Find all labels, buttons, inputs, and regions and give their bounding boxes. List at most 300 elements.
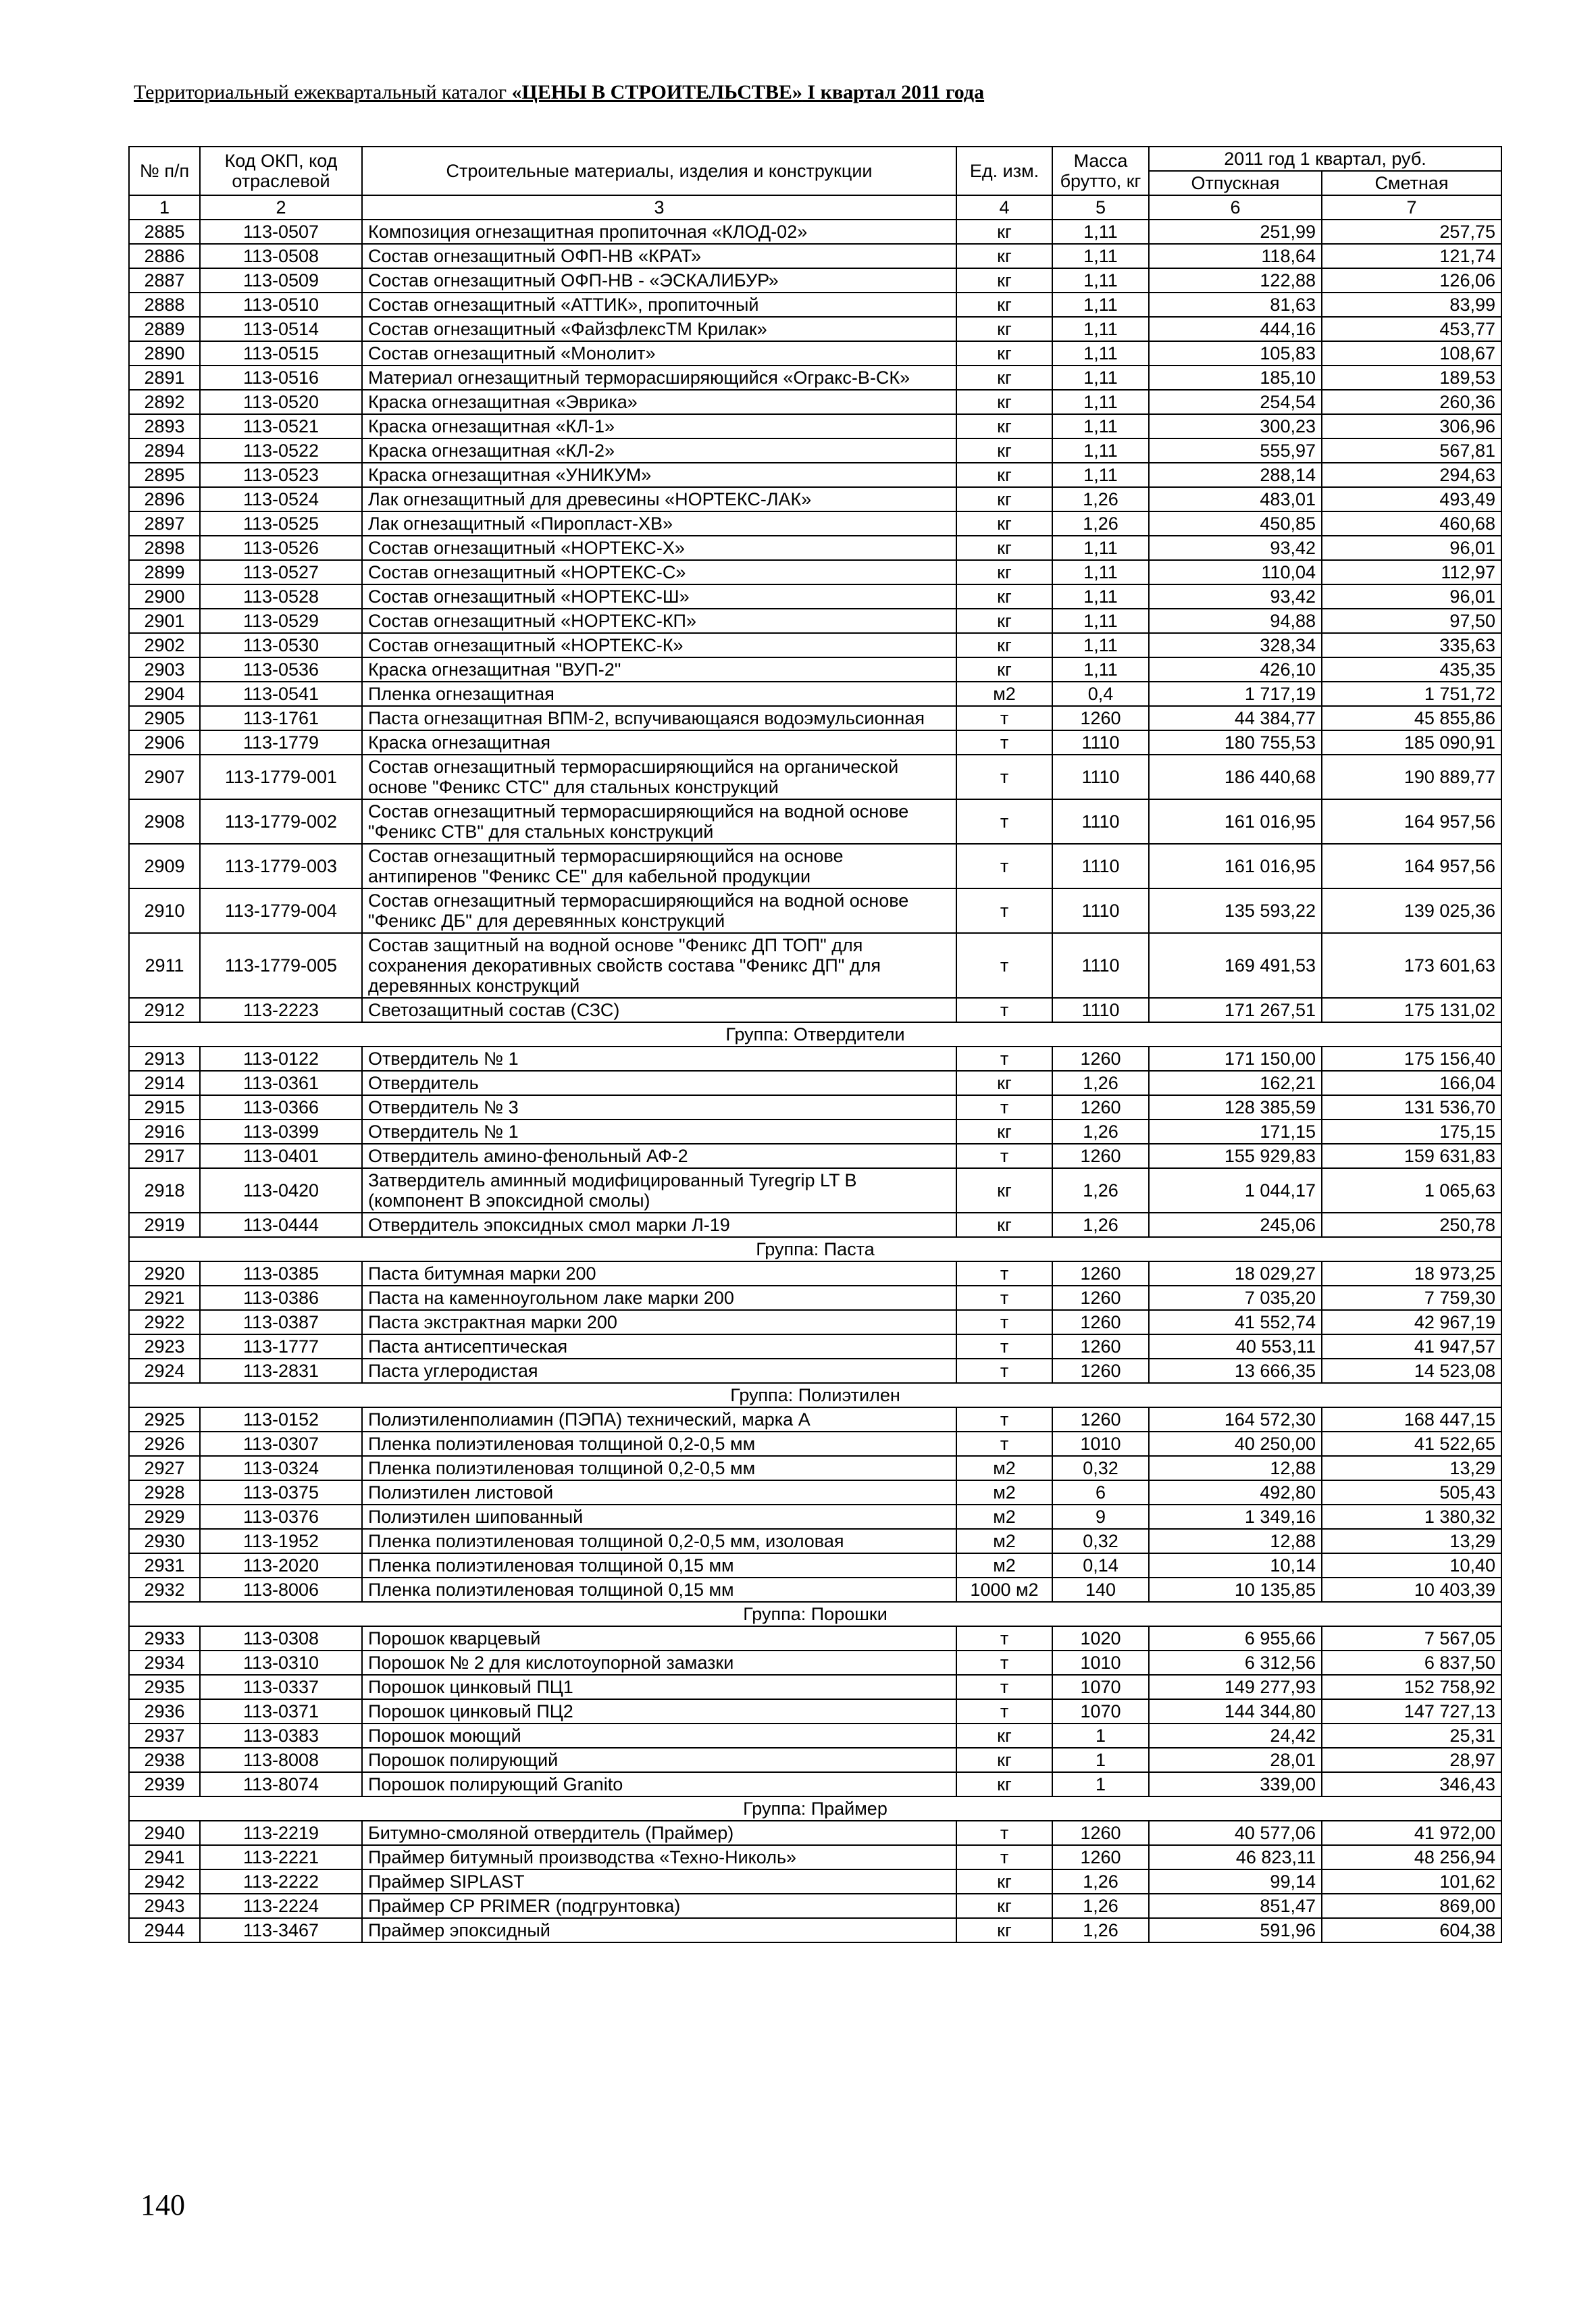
table-row [129,487,1501,511]
row-price-estimate: 869,00 [1322,1894,1501,1918]
row-name: Отвердитель эпоксидных смол марки Л-19 [362,1213,956,1237]
row-code: 113-0371 [200,1699,362,1724]
row-code: 113-0530 [200,633,362,657]
row-price-release: 185,10 [1149,366,1322,390]
row-price-release: 162,21 [1149,1071,1322,1095]
row-unit: кг [956,1071,1052,1095]
row-price-release: 128 385,59 [1149,1095,1322,1120]
row-price-release: 450,85 [1149,511,1322,536]
row-number: 2918 [129,1168,200,1213]
row-code: 113-0376 [200,1505,362,1529]
row-price-release: 180 755,53 [1149,730,1322,755]
row-price-release: 40 250,00 [1149,1432,1322,1456]
row-number: 2887 [129,268,200,293]
row-price-estimate: 257,75 [1322,220,1501,244]
table-row [129,657,1501,682]
row-code: 113-0524 [200,487,362,511]
row-number: 2923 [129,1334,200,1359]
row-unit: т [956,1699,1052,1724]
table-row [129,438,1501,463]
row-unit: кг [956,1918,1052,1942]
row-name: Праймер SIPLAST [362,1869,956,1894]
row-price-release: 46 823,11 [1149,1845,1322,1869]
row-price-estimate: 250,78 [1322,1213,1501,1237]
row-number: 2901 [129,609,200,633]
group-header-row [129,1602,1501,1626]
row-price-release: 251,99 [1149,220,1322,244]
row-price-estimate: 294,63 [1322,463,1501,487]
row-price-estimate: 13,29 [1322,1456,1501,1480]
row-price-release: 1 717,19 [1149,682,1322,706]
row-price-estimate: 346,43 [1322,1772,1501,1796]
row-price-estimate: 185 090,91 [1322,730,1501,755]
row-number: 2905 [129,706,200,730]
row-name: Состав огнезащитный «НОРТЕКС-КП» [362,609,956,633]
row-price-estimate: 260,36 [1322,390,1501,414]
row-price-estimate: 18 973,25 [1322,1261,1501,1286]
row-mass: 6 [1052,1480,1149,1505]
row-name: Пленка огнезащитная [362,682,956,706]
row-price-estimate: 505,43 [1322,1480,1501,1505]
row-name: Паста антисептическая [362,1334,956,1359]
row-code: 113-1779 [200,730,362,755]
table-row [129,1869,1501,1894]
row-price-estimate: 173 601,63 [1322,933,1501,998]
row-unit: т [956,1821,1052,1845]
row-code: 113-0361 [200,1071,362,1095]
table-row [129,706,1501,730]
row-mass: 1,26 [1052,1071,1149,1095]
row-number: 2926 [129,1432,200,1456]
row-unit: кг [956,1772,1052,1796]
row-number: 2896 [129,487,200,511]
table-row [129,1213,1501,1237]
row-name: Порошок цинковый ПЦ1 [362,1675,956,1699]
row-price-estimate: 175 156,40 [1322,1047,1501,1071]
row-price-estimate: 41 522,65 [1322,1432,1501,1456]
table-row [129,463,1501,487]
row-mass: 1,11 [1052,414,1149,438]
row-code: 113-0515 [200,341,362,366]
row-price-estimate: 48 256,94 [1322,1845,1501,1869]
row-name: Пленка полиэтиленовая толщиной 0,2-0,5 мм, изоловая [362,1529,956,1553]
row-unit: кг [956,293,1052,317]
row-price-release: 18 029,27 [1149,1261,1322,1286]
row-code: 113-2223 [200,998,362,1022]
row-price-estimate: 96,01 [1322,584,1501,609]
row-price-release: 40 553,11 [1149,1334,1322,1359]
row-price-estimate: 1 065,63 [1322,1168,1501,1213]
row-name: Состав огнезащитный «АТТИК», пропиточный [362,293,956,317]
row-mass: 1,11 [1052,317,1149,341]
row-mass: 1,11 [1052,463,1149,487]
row-name: Материал огнезащитный терморасширяющийся «Огракс-В-СК» [362,366,956,390]
row-code: 113-0386 [200,1286,362,1310]
table-row [129,888,1501,933]
table-row [129,1261,1501,1286]
row-unit: кг [956,268,1052,293]
row-unit: кг [956,609,1052,633]
row-number: 2939 [129,1772,200,1796]
row-code: 113-0509 [200,268,362,293]
group-title: Группа: Паста [129,1237,1501,1261]
group-title: Группа: Полиэтилен [129,1383,1501,1407]
row-mass: 1,11 [1052,341,1149,366]
row-price-estimate: 189,53 [1322,366,1501,390]
table-row [129,1772,1501,1796]
row-code: 113-1779-002 [200,799,362,844]
row-number: 2893 [129,414,200,438]
group-header-row [129,1237,1501,1261]
row-code: 113-0529 [200,609,362,633]
group-title: Группа: Отвердители [129,1022,1501,1047]
row-price-release: 81,63 [1149,293,1322,317]
row-code: 113-0366 [200,1095,362,1120]
table-body [129,220,1501,1942]
row-code: 113-1952 [200,1529,362,1553]
row-price-release: 426,10 [1149,657,1322,682]
row-name: Пленка полиэтиленовая толщиной 0,2-0,5 мм [362,1432,956,1456]
row-mass: 1260 [1052,1334,1149,1359]
table-row [129,220,1501,244]
column-number: 3 [362,195,956,220]
row-price-estimate: 1 751,72 [1322,682,1501,706]
table-row [129,730,1501,755]
row-mass: 0,4 [1052,682,1149,706]
row-name: Состав огнезащитный «НОРТЕКС-К» [362,633,956,657]
row-price-estimate: 7 759,30 [1322,1286,1501,1310]
row-mass: 1110 [1052,888,1149,933]
row-code: 113-0420 [200,1168,362,1213]
row-mass: 0,32 [1052,1456,1149,1480]
row-price-release: 41 552,74 [1149,1310,1322,1334]
row-name: Паста экстрактная марки 200 [362,1310,956,1334]
row-code: 113-2219 [200,1821,362,1845]
row-price-release: 171 267,51 [1149,998,1322,1022]
row-name: Краска огнезащитная «УНИКУМ» [362,463,956,487]
row-unit: кг [956,1724,1052,1748]
row-mass: 1,11 [1052,560,1149,584]
row-mass: 1010 [1052,1432,1149,1456]
row-name: Отвердитель № 3 [362,1095,956,1120]
row-mass: 1110 [1052,933,1149,998]
row-number: 2927 [129,1456,200,1480]
row-price-release: 164 572,30 [1149,1407,1322,1432]
row-name: Краска огнезащитная [362,730,956,755]
row-name: Праймер эпоксидный [362,1918,956,1942]
table-row [129,1845,1501,1869]
row-number: 2935 [129,1675,200,1699]
row-price-release: 149 277,93 [1149,1675,1322,1699]
row-code: 113-0514 [200,317,362,341]
page-number: 140 [140,2188,185,2221]
row-code: 113-0444 [200,1213,362,1237]
column-number: 6 [1149,195,1322,220]
table-row [129,1626,1501,1651]
row-mass: 1070 [1052,1675,1149,1699]
table-row [129,584,1501,609]
row-name: Порошок полирующий Granito [362,1772,956,1796]
row-number: 2937 [129,1724,200,1748]
row-code: 113-0401 [200,1144,362,1168]
table-row [129,1578,1501,1602]
row-price-release: 6 312,56 [1149,1651,1322,1675]
row-name: Состав огнезащитный «Монолит» [362,341,956,366]
row-name: Краска огнезащитная «Эврика» [362,390,956,414]
row-mass: 1,26 [1052,1918,1149,1942]
row-mass: 140 [1052,1578,1149,1602]
row-code: 113-0152 [200,1407,362,1432]
row-price-estimate: 83,99 [1322,293,1501,317]
row-code: 113-2831 [200,1359,362,1383]
row-mass: 1,26 [1052,1213,1149,1237]
row-unit: т [956,706,1052,730]
row-unit: кг [956,1168,1052,1213]
row-name: Состав защитный на водной основе "Феникс ДП ТОП" для сохранения декоративных свойств состава "Феникс ДП" для деревянных конструкций [362,933,956,998]
row-price-estimate: 13,29 [1322,1529,1501,1553]
row-price-release: 6 955,66 [1149,1626,1322,1651]
row-price-estimate: 96,01 [1322,536,1501,560]
row-unit: кг [956,366,1052,390]
row-code: 113-0541 [200,682,362,706]
row-unit: кг [956,1894,1052,1918]
row-price-estimate: 45 855,86 [1322,706,1501,730]
row-unit: т [956,755,1052,799]
row-code: 113-1779-004 [200,888,362,933]
row-code: 113-0536 [200,657,362,682]
row-price-release: 245,06 [1149,1213,1322,1237]
row-price-estimate: 139 025,36 [1322,888,1501,933]
row-number: 2920 [129,1261,200,1286]
table-row [129,1675,1501,1699]
header-num: № п/п [129,147,200,195]
column-number-row [129,195,1501,220]
row-price-release: 13 666,35 [1149,1359,1322,1383]
row-unit: м2 [956,1456,1052,1480]
row-unit: кг [956,414,1052,438]
row-number: 2895 [129,463,200,487]
row-unit: кг [956,536,1052,560]
row-price-estimate: 164 957,56 [1322,844,1501,888]
table-row [129,633,1501,657]
row-name: Порошок полирующий [362,1748,956,1772]
row-price-release: 169 491,53 [1149,933,1322,998]
table-row [129,390,1501,414]
row-unit: т [956,730,1052,755]
row-mass: 1,11 [1052,366,1149,390]
row-number: 2931 [129,1553,200,1578]
row-unit: м2 [956,682,1052,706]
row-unit: т [956,1261,1052,1286]
row-name: Состав огнезащитный ОФП-НВ - «ЭСКАЛИБУР» [362,268,956,293]
row-code: 113-0399 [200,1120,362,1144]
row-mass: 1110 [1052,730,1149,755]
table-row [129,536,1501,560]
row-number: 2886 [129,244,200,268]
table-row [129,268,1501,293]
row-code: 113-0310 [200,1651,362,1675]
row-price-release: 300,23 [1149,414,1322,438]
row-price-release: 7 035,20 [1149,1286,1322,1310]
row-unit: т [956,1144,1052,1168]
row-price-release: 10 135,85 [1149,1578,1322,1602]
row-price-release: 12,88 [1149,1456,1322,1480]
row-number: 2925 [129,1407,200,1432]
row-number: 2904 [129,682,200,706]
row-mass: 1,26 [1052,511,1149,536]
row-name: Пленка полиэтиленовая толщиной 0,15 мм [362,1553,956,1578]
row-name: Пленка полиэтиленовая толщиной 0,15 мм [362,1578,956,1602]
row-number: 2924 [129,1359,200,1383]
row-number: 2933 [129,1626,200,1651]
row-price-estimate: 121,74 [1322,244,1501,268]
row-name: Состав огнезащитный «НОРТЕКС-Ш» [362,584,956,609]
table-row [129,293,1501,317]
row-mass: 1,26 [1052,1869,1149,1894]
row-price-release: 93,42 [1149,584,1322,609]
table-row [129,1432,1501,1456]
row-price-estimate: 604,38 [1322,1918,1501,1942]
row-unit: кг [956,560,1052,584]
row-name: Состав огнезащитный терморасширяющийся на органической основе "Феникс СТС" для стальных конструкций [362,755,956,799]
row-mass: 1,11 [1052,268,1149,293]
row-unit: т [956,998,1052,1022]
row-code: 113-0508 [200,244,362,268]
row-mass: 1,11 [1052,633,1149,657]
row-number: 2929 [129,1505,200,1529]
row-mass: 1260 [1052,1407,1149,1432]
header-unit: Ед. изм. [956,147,1052,195]
row-price-release: 135 593,22 [1149,888,1322,933]
row-mass: 1,26 [1052,487,1149,511]
group-header-row [129,1383,1501,1407]
header-period: I квартал 2011 года [802,81,985,103]
row-price-release: 444,16 [1149,317,1322,341]
row-code: 113-0337 [200,1675,362,1699]
row-price-release: 99,14 [1149,1869,1322,1894]
group-title: Группа: Порошки [129,1602,1501,1626]
row-unit: м2 [956,1505,1052,1529]
table-row [129,1359,1501,1383]
group-header-row [129,1796,1501,1821]
row-mass: 1260 [1052,1845,1149,1869]
row-unit: т [956,1334,1052,1359]
row-unit: 1000 м2 [956,1578,1052,1602]
row-number: 2908 [129,799,200,844]
row-price-estimate: 6 837,50 [1322,1651,1501,1675]
row-price-release: 171 150,00 [1149,1047,1322,1071]
table-row [129,844,1501,888]
row-name: Композиция огнезащитная пропиточная «КЛОД-02» [362,220,956,244]
row-price-release: 44 384,77 [1149,706,1322,730]
page-header [134,81,1106,104]
row-price-release: 328,34 [1149,633,1322,657]
row-name: Порошок № 2 для кислотоупорной замазки [362,1651,956,1675]
row-name: Порошок моющий [362,1724,956,1748]
row-price-release: 483,01 [1149,487,1322,511]
row-price-estimate: 25,31 [1322,1724,1501,1748]
row-unit: кг [956,1748,1052,1772]
row-unit: кг [956,341,1052,366]
row-price-estimate: 159 631,83 [1322,1144,1501,1168]
row-name: Отвердитель № 1 [362,1047,956,1071]
row-number: 2928 [129,1480,200,1505]
row-mass: 0,32 [1052,1529,1149,1553]
row-price-estimate: 493,49 [1322,487,1501,511]
table-row [129,998,1501,1022]
table-row [129,1651,1501,1675]
row-unit: т [956,1432,1052,1456]
row-unit: т [956,933,1052,998]
row-price-estimate: 7 567,05 [1322,1626,1501,1651]
row-mass: 1260 [1052,1144,1149,1168]
row-number: 2909 [129,844,200,888]
row-price-release: 186 440,68 [1149,755,1322,799]
row-number: 2943 [129,1894,200,1918]
row-price-estimate: 152 758,92 [1322,1675,1501,1699]
row-unit: т [956,1359,1052,1383]
header-prefix: Территориальный ежеквартальный каталог [134,81,512,103]
row-mass: 1260 [1052,1821,1149,1845]
row-number: 2911 [129,933,200,998]
row-name: Состав огнезащитный «НОРТЕКС-С» [362,560,956,584]
row-number: 2938 [129,1748,200,1772]
row-mass: 1,11 [1052,536,1149,560]
row-name: Пленка полиэтиленовая толщиной 0,2-0,5 мм [362,1456,956,1480]
row-mass: 1260 [1052,1047,1149,1071]
row-price-release: 1 044,17 [1149,1168,1322,1213]
table-row [129,1120,1501,1144]
row-price-estimate: 10,40 [1322,1553,1501,1578]
row-name: Лак огнезащитный «Пиропласт-ХВ» [362,511,956,536]
row-mass: 1,26 [1052,1120,1149,1144]
row-price-estimate: 28,97 [1322,1748,1501,1772]
row-price-estimate: 335,63 [1322,633,1501,657]
row-price-release: 93,42 [1149,536,1322,560]
row-name: Порошок кварцевый [362,1626,956,1651]
row-price-estimate: 175 131,02 [1322,998,1501,1022]
row-price-estimate: 41 947,57 [1322,1334,1501,1359]
row-unit: кг [956,657,1052,682]
row-code: 113-0516 [200,366,362,390]
row-code: 113-3467 [200,1918,362,1942]
row-unit: кг [956,317,1052,341]
row-code: 113-0510 [200,293,362,317]
row-code: 113-2222 [200,1869,362,1894]
row-mass: 1260 [1052,1359,1149,1383]
row-number: 2902 [129,633,200,657]
row-price-release: 254,54 [1149,390,1322,414]
row-price-estimate: 14 523,08 [1322,1359,1501,1383]
column-number: 5 [1052,195,1149,220]
row-price-release: 851,47 [1149,1894,1322,1918]
row-number: 2916 [129,1120,200,1144]
row-number: 2936 [129,1699,200,1724]
header-catalog-name: «ЦЕНЫ В СТРОИТЕЛЬСТВЕ» [511,81,802,103]
row-price-estimate: 190 889,77 [1322,755,1501,799]
row-name: Краска огнезащитная «КЛ-2» [362,438,956,463]
row-name: Отвердитель № 1 [362,1120,956,1144]
table-row [129,1748,1501,1772]
row-number: 2930 [129,1529,200,1553]
row-name: Краска огнезащитная "ВУП-2" [362,657,956,682]
row-code: 113-2020 [200,1553,362,1578]
row-mass: 1,11 [1052,657,1149,682]
row-price-estimate: 101,62 [1322,1869,1501,1894]
row-code: 113-1779-003 [200,844,362,888]
table-row [129,1168,1501,1213]
row-number: 2940 [129,1821,200,1845]
